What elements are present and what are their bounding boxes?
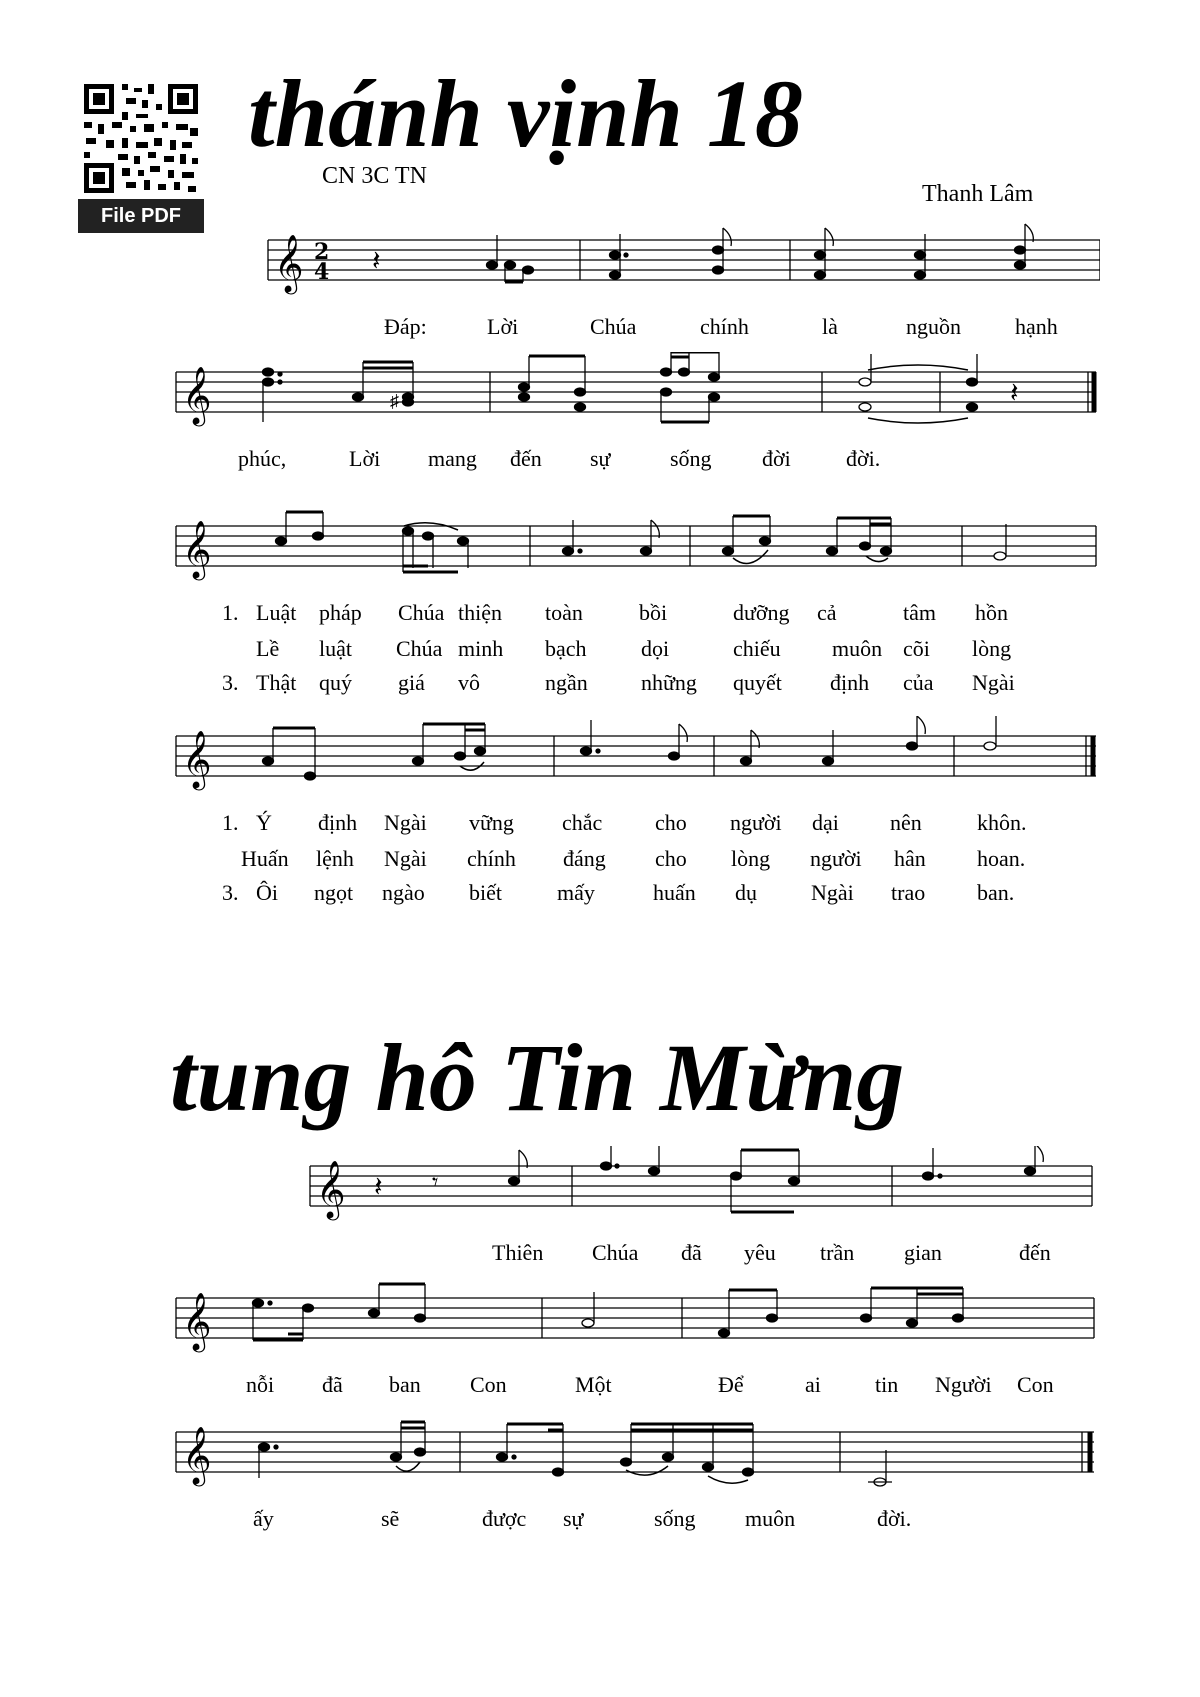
lyric-word: chính <box>700 314 749 339</box>
svg-text:♯: ♯ <box>390 391 399 411</box>
qr-label: File PDF <box>78 199 204 233</box>
lyric-word: yêu <box>744 1240 776 1265</box>
lyric-word: Chúa <box>398 600 445 625</box>
treble-clef-icon: 𝄞 <box>182 366 212 424</box>
staff-5 <box>302 1146 1096 1226</box>
lyric-word: đã <box>681 1240 702 1265</box>
treble-clef-icon: 𝄞 <box>182 1292 212 1350</box>
lyric-word: chắc <box>562 810 603 835</box>
verse-a-lyrics-2 <box>0 636 1200 666</box>
verse-b-lyrics-2 <box>0 846 1200 876</box>
lyric-word: của <box>903 670 934 695</box>
acclamation-lyrics-2 <box>0 1372 1200 1402</box>
lyric-word: sự <box>590 446 611 471</box>
lyric-word: cõi <box>903 636 930 661</box>
staff-6 <box>168 1278 1098 1358</box>
lyric-word: dại <box>812 810 839 835</box>
lyric-word: pháp <box>319 600 362 625</box>
staff-2 <box>168 352 1100 432</box>
lyric-word: ai <box>805 1372 821 1397</box>
lyric-word: đáng <box>563 846 606 871</box>
lyric-word: định <box>318 810 358 835</box>
lyric-word: muôn <box>832 636 883 661</box>
verse-a-lyrics-3 <box>0 670 1200 700</box>
lyric-word: Chúa <box>590 314 637 339</box>
lyric-word: đã <box>322 1372 343 1397</box>
psalm-title: thánh vịnh 18 <box>248 60 803 167</box>
lyric-word: quyết <box>733 670 782 695</box>
lyric-word: Ngài <box>384 810 427 835</box>
lyric-word: vô <box>458 670 480 695</box>
lyric-word: ngọt <box>314 880 354 905</box>
refrain-lyrics-1 <box>0 314 1200 344</box>
lyric-word: bồi <box>639 600 668 625</box>
lyric-word: 3. <box>222 670 239 695</box>
lyric-word: nguồn <box>906 314 961 339</box>
lyric-word: quý <box>319 670 352 695</box>
refrain-lyrics-2 <box>0 446 1200 476</box>
lyric-word: trần <box>820 1240 855 1265</box>
staff-4 <box>168 716 1100 796</box>
lyric-word: nên <box>890 810 922 835</box>
lyric-word: Chúa <box>592 1240 639 1265</box>
svg-text:𝄾: 𝄾 <box>432 1168 439 1196</box>
lyric-word: Chúa <box>396 636 443 661</box>
lyric-word: hạnh <box>1015 314 1058 339</box>
lyric-word: đến <box>1019 1240 1051 1265</box>
lyric-word: giá <box>398 670 425 695</box>
lyric-word: định <box>830 670 870 695</box>
staff-1 <box>260 220 1100 300</box>
lyric-word: 1. <box>222 600 239 625</box>
lyric-word: ban <box>389 1372 421 1397</box>
lyric-word: huấn <box>653 880 696 905</box>
lyric-word: đời <box>762 446 791 471</box>
lyric-word: Con <box>470 1372 507 1397</box>
lyric-word: nỗi <box>246 1372 275 1397</box>
lyric-word: những <box>641 670 697 695</box>
lyric-word: Ngài <box>972 670 1015 695</box>
lyric-word: cho <box>655 846 687 871</box>
staff-3 <box>168 506 1100 586</box>
lyric-word: toàn <box>545 600 583 625</box>
lyric-word: Để <box>718 1372 744 1397</box>
treble-clef-icon: 𝄞 <box>182 520 212 578</box>
lyric-word: bạch <box>545 636 587 661</box>
composer-label: Thanh Lâm <box>922 181 1034 207</box>
lyric-word: hoan. <box>977 846 1026 871</box>
lyric-word: Ngài <box>811 880 854 905</box>
lyric-word: cả <box>817 600 837 625</box>
lyric-word: là <box>822 314 838 339</box>
occasion-label: CN 3C TN <box>322 163 427 189</box>
lyric-word: đời. <box>846 446 881 471</box>
lyric-word: trao <box>891 880 926 905</box>
lyric-word: sống <box>670 446 712 471</box>
qr-code[interactable] <box>78 78 204 233</box>
staff-7 <box>168 1412 1098 1492</box>
lyric-word: 3. <box>222 880 239 905</box>
lyric-word: mang <box>428 446 477 471</box>
lyric-word: ban. <box>977 880 1015 905</box>
lyric-word: khôn. <box>977 810 1027 835</box>
lyric-word: Thiên <box>492 1240 544 1265</box>
lyric-word: Người <box>935 1372 992 1397</box>
lyric-word: luật <box>319 636 352 661</box>
treble-clef-icon: 𝄞 <box>182 730 212 788</box>
verse-b-lyrics-1 <box>0 810 1200 840</box>
treble-clef-icon: 𝄞 <box>316 1160 346 1218</box>
lyric-word: Đáp: <box>384 314 427 339</box>
lyric-word: đến <box>510 446 542 471</box>
lyric-word: lòng <box>972 636 1012 661</box>
lyric-word: dưỡng <box>733 600 790 625</box>
lyric-word: lòng <box>731 846 771 871</box>
treble-clef-icon: 𝄞 <box>182 1426 212 1484</box>
lyric-word: ngần <box>545 670 588 695</box>
svg-text:𝄽: 𝄽 <box>374 1170 383 1203</box>
lyric-word: hân <box>894 846 926 871</box>
acclamation-lyrics-1 <box>0 1240 1200 1270</box>
lyric-word: dọi <box>641 636 670 661</box>
lyric-word: Lời <box>487 314 519 339</box>
qr-code-icon <box>78 78 204 199</box>
lyric-word: chính <box>467 846 516 871</box>
verse-a-lyrics-1 <box>0 600 1200 630</box>
lyric-word: hồn <box>975 600 1008 625</box>
lyric-word: minh <box>458 636 504 661</box>
lyric-word: 1. <box>222 810 239 835</box>
lyric-word: Lời <box>349 446 381 471</box>
lyric-word: biết <box>469 880 502 905</box>
acclamation-title: tung hô Tin Mừng <box>170 1024 905 1131</box>
lyric-word: Huấn <box>241 846 289 871</box>
lyric-word: tâm <box>903 600 936 625</box>
lyric-word: Thật <box>256 670 297 695</box>
svg-text:4: 4 <box>314 259 330 285</box>
lyric-word: chiếu <box>733 636 781 661</box>
lyric-word: ấy <box>253 1506 274 1531</box>
lyric-word: vững <box>469 810 514 835</box>
lyric-word: sống <box>654 1506 696 1531</box>
lyric-word: sẽ <box>381 1506 400 1531</box>
svg-text:2: 2 <box>314 239 330 265</box>
lyric-word: cho <box>655 810 687 835</box>
lyric-word: mấy <box>557 880 595 905</box>
treble-clef-icon: 𝄞 <box>274 234 304 292</box>
lyric-word: lệnh <box>316 846 354 871</box>
svg-text:𝄽: 𝄽 <box>1010 376 1019 409</box>
lyric-word: muôn <box>745 1506 796 1531</box>
lyric-word: phúc, <box>238 446 287 471</box>
acclamation-lyrics-3 <box>0 1506 1200 1536</box>
lyric-word: dụ <box>735 880 757 905</box>
lyric-word: ngào <box>382 880 425 905</box>
svg-text:𝄽: 𝄽 <box>372 244 381 277</box>
verse-b-lyrics-3 <box>0 880 1200 910</box>
lyric-word: sự <box>563 1506 584 1531</box>
lyric-word: được <box>482 1506 527 1531</box>
lyric-word: Ngài <box>384 846 427 871</box>
lyric-word: người <box>810 846 862 871</box>
lyric-word: người <box>730 810 782 835</box>
lyric-word: thiện <box>458 600 502 625</box>
lyric-word: Ôi <box>256 880 278 905</box>
lyric-word: đời. <box>877 1506 912 1531</box>
lyric-word: tin <box>875 1372 899 1397</box>
lyric-word: gian <box>904 1240 942 1265</box>
lyric-word: Một <box>575 1372 612 1397</box>
lyric-word: Luật <box>256 600 297 625</box>
lyric-word: Lề <box>256 636 280 661</box>
lyric-word: Ý <box>256 810 272 835</box>
lyric-word: Con <box>1017 1372 1054 1397</box>
